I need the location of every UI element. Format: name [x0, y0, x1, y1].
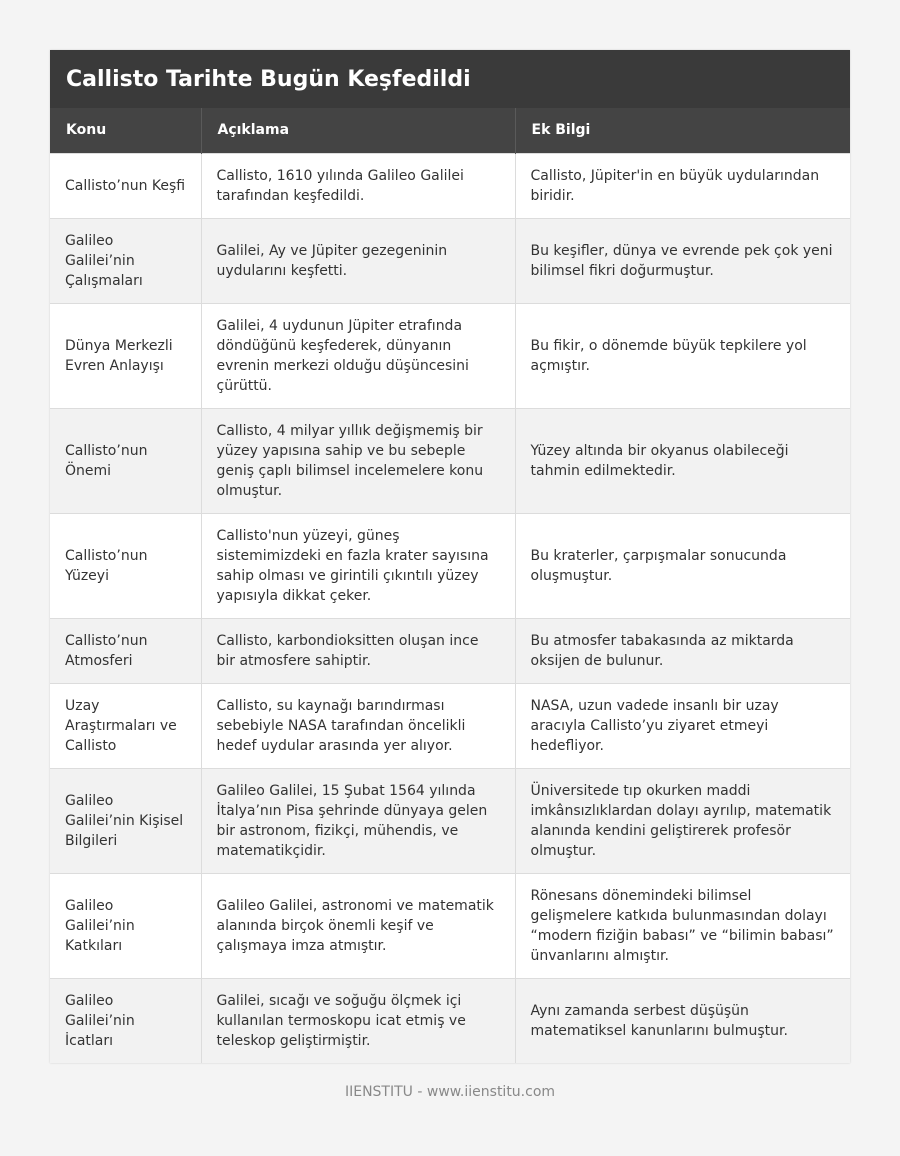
cell-konu: Galileo Galilei’nin İcatları: [50, 978, 201, 1063]
header-aciklama: Açıklama: [201, 108, 515, 153]
cell-ek-bilgi: Callisto, Jüpiter'in en büyük uydularından biridir.: [515, 153, 850, 218]
table-row: [50, 618, 850, 683]
cell-ek-bilgi: Yüzey altında bir okyanus olabileceği tahmin edilmektedir.: [515, 408, 850, 513]
cell-ek-bilgi: Rönesans dönemindeki bilimsel gelişmelere katkıda bulunmasından dolayı “modern fiziğin babası” ve “bilimin babası” ünvanlarını almıştır.: [515, 873, 850, 978]
cell-aciklama: Galilei, sıcağı ve soğuğu ölçmek içi kullanılan termoskopu icat etmiş ve teleskop geliştirmiştir.: [201, 978, 515, 1063]
table-row: [50, 513, 850, 618]
header-konu: Konu: [50, 108, 201, 153]
cell-konu: Callisto’nun Yüzeyi: [50, 513, 201, 618]
footer-credit: IIENSTITU - www.iienstitu.com: [344, 1084, 556, 1100]
cell-konu: Galileo Galilei’nin Katkıları: [50, 873, 201, 978]
header-ek-bilgi: Ek Bilgi: [515, 108, 850, 153]
cell-konu: Callisto’nun Önemi: [50, 408, 201, 513]
data-table: [50, 108, 850, 1063]
cell-aciklama: Callisto'nun yüzeyi, güneş sistemimizdeki en fazla krater sayısına sahip olması ve girintili çıkıntılı yüzey yapısıyla dikkat çeker.: [201, 513, 515, 618]
cell-ek-bilgi: Bu keşifler, dünya ve evrende pek çok yeni bilimsel fikri doğurmuştur.: [515, 218, 850, 303]
cell-ek-bilgi: Bu kraterler, çarpışmalar sonucunda oluşmuştur.: [515, 513, 850, 618]
table-row: [50, 153, 850, 218]
cell-ek-bilgi: Bu fikir, o dönemde büyük tepkilere yol açmıştır.: [515, 303, 850, 408]
cell-konu: Callisto’nun Atmosferi: [50, 618, 201, 683]
table-row: [50, 978, 850, 1063]
cell-aciklama: Callisto, su kaynağı barındırması sebebiyle NASA tarafından öncelikli hedef uydular arasında yer alıyor.: [201, 683, 515, 768]
cell-konu: Galileo Galilei’nin Çalışmaları: [50, 218, 201, 303]
cell-aciklama: Callisto, karbondioksitten oluşan ince bir atmosfere sahiptir.: [201, 618, 515, 683]
cell-konu: Dünya Merkezli Evren Anlayışı: [50, 303, 201, 408]
table-row: [50, 768, 850, 873]
table-row: [50, 218, 850, 303]
cell-aciklama: Galileo Galilei, 15 Şubat 1564 yılında İtalya’nın Pisa şehrinde dünyaya gelen bir astronom, fizikçi, mühendis, ve matematikçidir.: [201, 768, 515, 873]
cell-aciklama: Galileo Galilei, astronomi ve matematik alanında birçok önemli keşif ve çalışmaya imza atmıştır.: [201, 873, 515, 978]
cell-konu: Uzay Araştırmaları ve Callisto: [50, 683, 201, 768]
table-row: [50, 408, 850, 513]
table-row: [50, 683, 850, 768]
cell-konu: Galileo Galilei’nin Kişisel Bilgileri: [50, 768, 201, 873]
cell-ek-bilgi: Üniversitede tıp okurken maddi imkânsızlıklardan dolayı ayrılıp, matematik alanında kendini geliştirerek profesör olmuştur.: [515, 768, 850, 873]
table-row: [50, 303, 850, 408]
cell-ek-bilgi: Bu atmosfer tabakasında az miktarda oksijen de bulunur.: [515, 618, 850, 683]
cell-aciklama: Callisto, 1610 yılında Galileo Galilei tarafından keşfedildi.: [201, 153, 515, 218]
table-row: [50, 873, 850, 978]
cell-aciklama: Callisto, 4 milyar yıllık değişmemiş bir yüzey yapısına sahip ve bu sebeple geniş çaplı bilimsel incelemelere konu olmuştur.: [201, 408, 515, 513]
cell-aciklama: Galilei, 4 uydunun Jüpiter etrafında döndüğünü keşfederek, dünyanın evrenin merkezi olduğu düşüncesini çürüttü.: [201, 303, 515, 408]
table-card: [50, 50, 850, 1063]
table-header-row: [50, 108, 850, 153]
cell-konu: Callisto’nun Keşfi: [50, 153, 201, 218]
cell-aciklama: Galilei, Ay ve Jüpiter gezegeninin uydularını keşfetti.: [201, 218, 515, 303]
cell-ek-bilgi: Aynı zamanda serbest düşüşün matematiksel kanunlarını bulmuştur.: [515, 978, 850, 1063]
page-title: Callisto Tarihte Bugün Keşfedildi: [50, 50, 850, 108]
cell-ek-bilgi: NASA, uzun vadede insanlı bir uzay aracıyla Callisto’yu ziyaret etmeyi hedefliyor.: [515, 683, 850, 768]
